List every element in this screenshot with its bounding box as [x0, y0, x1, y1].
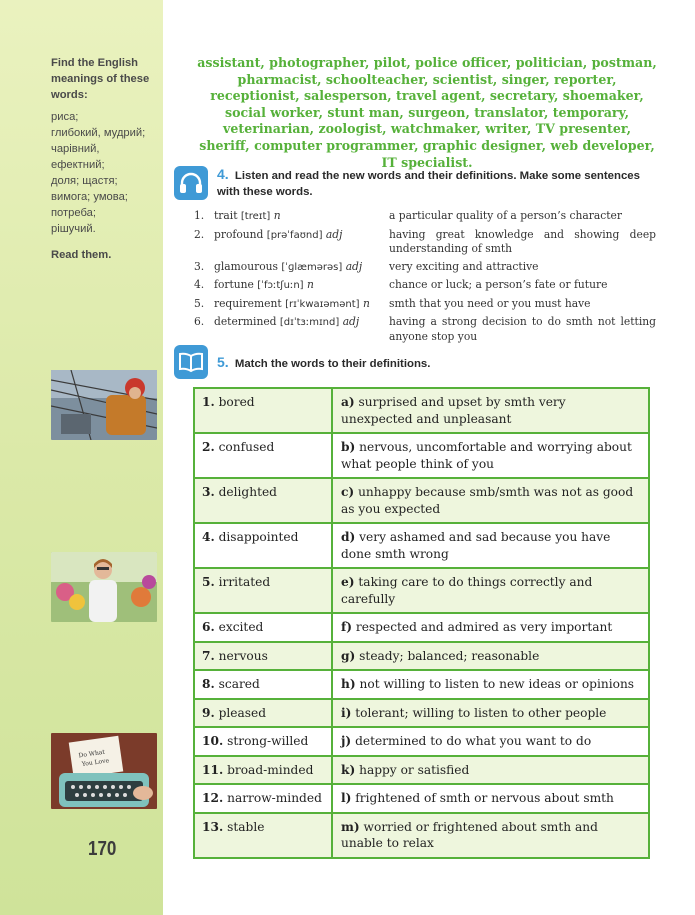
definition-text: not willing to listen to new ideas or opinions — [359, 677, 635, 691]
definition-cell — [332, 813, 649, 858]
table-row — [194, 388, 649, 433]
photo-lineman — [51, 370, 157, 440]
svg-text:Do What: Do What — [78, 748, 106, 760]
translation-word: ефектний; — [51, 159, 105, 171]
vocab-number: 1. — [194, 209, 205, 222]
table-row — [194, 478, 649, 523]
definition-text: worried or frightened about smth and unable to relax — [341, 819, 598, 850]
vocab-word: fortune — [214, 278, 254, 291]
word-text: broad-minded — [227, 762, 314, 777]
table-row — [194, 523, 649, 568]
table-row — [194, 727, 649, 756]
word-text: pleased — [218, 705, 267, 720]
vocab-row — [194, 315, 656, 344]
definition-text: happy or satisfied — [359, 762, 470, 777]
table-row — [194, 642, 649, 671]
vocab-pos: n — [273, 209, 281, 222]
vocab-ipa: [ˈɡlæmərəs] — [281, 261, 343, 273]
definition-cell — [332, 756, 649, 785]
table-row — [194, 670, 649, 699]
vocab-number: 4. — [194, 278, 205, 291]
vocab-term — [214, 209, 389, 225]
vocab-number: 5. — [194, 296, 205, 310]
vocab-pos: adj — [345, 259, 363, 273]
translation-word: рішучий. — [51, 223, 96, 235]
vocab-row — [194, 209, 656, 225]
sidebar — [0, 0, 163, 915]
word-cell — [194, 727, 332, 756]
vocab-row — [194, 260, 656, 276]
definition-cell — [332, 388, 649, 433]
definition-text: respected and admired as very important — [355, 620, 613, 634]
vocab-definition: a particular quality of a person’s character — [389, 209, 622, 222]
vocab-ipa: [ˈfɔːtʃuːn] — [257, 280, 304, 291]
definition-text: determined to do what you want to do — [355, 734, 592, 748]
word-cell — [194, 670, 332, 699]
vocab-pos: n — [306, 278, 314, 291]
page-number: 170 — [88, 838, 117, 860]
translation-words-list — [51, 109, 159, 237]
read-them-label: Read them. — [51, 249, 112, 261]
translation-word: доля; щастя; — [51, 175, 118, 187]
task-5-instruction-text: Match the words to their definitions. — [234, 358, 431, 370]
word-cell — [194, 523, 332, 568]
vocab-ipa: [treɪt] — [240, 211, 271, 222]
word-cell — [194, 642, 332, 671]
definition-cell — [332, 478, 649, 523]
vocab-row — [194, 278, 656, 294]
vocab-definition: very exciting and attractive — [389, 259, 539, 273]
vocab-number: 2. — [194, 227, 205, 241]
task-4-header — [174, 166, 654, 202]
vocab-row — [194, 297, 656, 313]
word-number: 2. — [202, 440, 215, 454]
vocab-ipa: [prəˈfaʊnd] — [266, 229, 323, 241]
word-text: scared — [218, 677, 260, 691]
word-text: stable — [227, 819, 265, 834]
definition-letter: j) — [341, 734, 352, 748]
photo-florist — [51, 552, 157, 622]
vocab-definition: smth that you need or you must have — [389, 296, 591, 310]
vocab-term — [214, 228, 389, 257]
word-cell — [194, 613, 332, 642]
definition-cell — [332, 613, 649, 642]
vocab-word: requirement — [214, 296, 282, 310]
word-number: 10. — [202, 734, 224, 748]
word-text: excited — [218, 620, 264, 634]
vocab-definition: having great knowledge and showing deep understanding of smth — [389, 227, 656, 255]
definition-cell — [332, 727, 649, 756]
translation-word: чарівний, — [51, 143, 100, 155]
definition-letter: f) — [341, 620, 353, 634]
vocab-number: 3. — [194, 259, 205, 273]
vocab-word: glamourous — [214, 259, 278, 273]
translation-word: потреба; — [51, 207, 96, 219]
word-text: delighted — [218, 485, 277, 499]
vocabulary-list — [194, 209, 656, 347]
word-text: narrow-minded — [227, 791, 322, 805]
word-cell — [194, 756, 332, 785]
word-text: bored — [218, 395, 255, 409]
word-number: 6. — [202, 620, 215, 634]
definition-letter: e) — [341, 575, 355, 589]
definition-letter: b) — [341, 440, 356, 454]
definition-cell — [332, 642, 649, 671]
sidebar-note — [51, 55, 159, 263]
definition-cell — [332, 433, 649, 478]
vocab-row — [194, 228, 656, 257]
table-row — [194, 568, 649, 613]
table-row — [194, 813, 649, 858]
definition-letter: l) — [341, 791, 352, 805]
matching-table — [193, 387, 650, 859]
word-cell — [194, 478, 332, 523]
word-cell — [194, 784, 332, 813]
definition-text: frightened of smth or nervous about smth — [355, 791, 614, 805]
table-row — [194, 756, 649, 785]
open-book-icon[interactable] — [174, 345, 208, 379]
word-number: 4. — [202, 530, 215, 544]
definition-letter: g) — [341, 648, 356, 663]
svg-text:You Love: You Love — [81, 757, 110, 768]
vocab-term — [214, 278, 389, 294]
definition-letter: a) — [341, 395, 355, 409]
table-row — [194, 613, 649, 642]
word-text: strong-willed — [227, 734, 309, 748]
task-5-instruction — [217, 354, 654, 372]
vocab-number: 6. — [194, 315, 205, 328]
definition-cell — [332, 523, 649, 568]
vocab-ipa: [rɪˈkwaɪəmənt] — [285, 298, 360, 310]
translation-word: риса; — [51, 111, 79, 123]
word-number: 3. — [202, 485, 215, 499]
table-row — [194, 784, 649, 813]
headphones-icon[interactable] — [174, 166, 208, 200]
word-number: 8. — [202, 677, 215, 691]
task-4-instruction-text: Listen and read the new words and their definitions. Make some sentences with these words. — [217, 170, 640, 198]
definition-text: steady; balanced; reasonable — [359, 648, 540, 663]
vocab-pos: n — [362, 296, 370, 310]
vocab-word: trait — [214, 209, 238, 222]
translation-word: глибокий, мудрий; — [51, 127, 146, 139]
word-cell — [194, 433, 332, 478]
definition-letter: i) — [341, 705, 352, 720]
definition-cell — [332, 784, 649, 813]
photo-typewriter — [51, 733, 157, 809]
definition-cell — [332, 670, 649, 699]
task-4-instruction — [217, 166, 654, 200]
word-number: 12. — [202, 791, 224, 805]
task-4-number: 4. — [217, 166, 229, 182]
definition-cell — [332, 699, 649, 728]
definition-text: taking care to do things correctly and carefully — [341, 575, 593, 606]
table-row — [194, 433, 649, 478]
task-5-header — [174, 345, 654, 379]
word-cell — [194, 388, 332, 433]
definition-cell — [332, 568, 649, 613]
task-5-number: 5. — [217, 354, 229, 370]
definition-letter: m) — [341, 819, 360, 834]
definition-text: unhappy because smb/smth was not as good as you expected — [341, 485, 634, 516]
vocab-definition: chance or luck; a person’s fate or future — [389, 278, 608, 291]
vocab-ipa: [dɪˈtɜːmɪnd] — [279, 317, 340, 328]
word-cell — [194, 699, 332, 728]
word-number: 1. — [202, 395, 215, 409]
vocab-pos: adj — [325, 227, 343, 241]
word-text: nervous — [218, 648, 268, 663]
vocab-definition: having a strong decision to do smth not letting anyone stop you — [389, 315, 656, 343]
table-row — [194, 699, 649, 728]
word-number: 13. — [202, 819, 224, 834]
word-cell — [194, 568, 332, 613]
vocab-word: determined — [214, 315, 277, 328]
vocab-term — [214, 260, 389, 276]
definition-letter: c) — [341, 485, 355, 499]
definition-text: nervous, uncomfortable and worrying about what people think of you — [341, 440, 632, 471]
vocab-term — [214, 297, 389, 313]
word-cell — [194, 813, 332, 858]
word-number: 9. — [202, 705, 215, 720]
vocab-word: profound — [214, 227, 264, 241]
sidebar-note-title: Find the English meanings of these words: — [51, 57, 150, 101]
definition-text: surprised and upset by smth very unexpected and unpleasant — [341, 395, 566, 426]
word-number: 11. — [202, 762, 224, 777]
profession-word-list: assistant, photographer, pilot, police officer, politician, postman, pharmacist, schoolteacher, scientist, singer, reporter, receptionist, salesperson, travel agent, secretary, shoemaker, social worker, stunt man, surgeon, translator, temporary, veterinarian, zoologist, watchmaker, writer, TV presenter, sheriff, computer programmer, graphic designer, web developer, IT specialist. — [197, 55, 657, 170]
vocab-term — [214, 315, 389, 344]
definition-letter: h) — [341, 677, 356, 691]
vocab-pos: adj — [342, 315, 360, 328]
translation-word: вимога; умова; — [51, 191, 128, 203]
definition-text: tolerant; willing to listen to other people — [355, 705, 607, 720]
word-number: 5. — [202, 575, 215, 589]
word-text: disappointed — [218, 530, 299, 544]
word-text: confused — [218, 440, 275, 454]
word-text: irritated — [218, 575, 271, 589]
definition-letter: d) — [341, 530, 356, 544]
word-number: 7. — [202, 648, 215, 663]
definition-text: very ashamed and sad because you have done smth wrong — [341, 530, 611, 561]
definition-letter: k) — [341, 762, 356, 777]
